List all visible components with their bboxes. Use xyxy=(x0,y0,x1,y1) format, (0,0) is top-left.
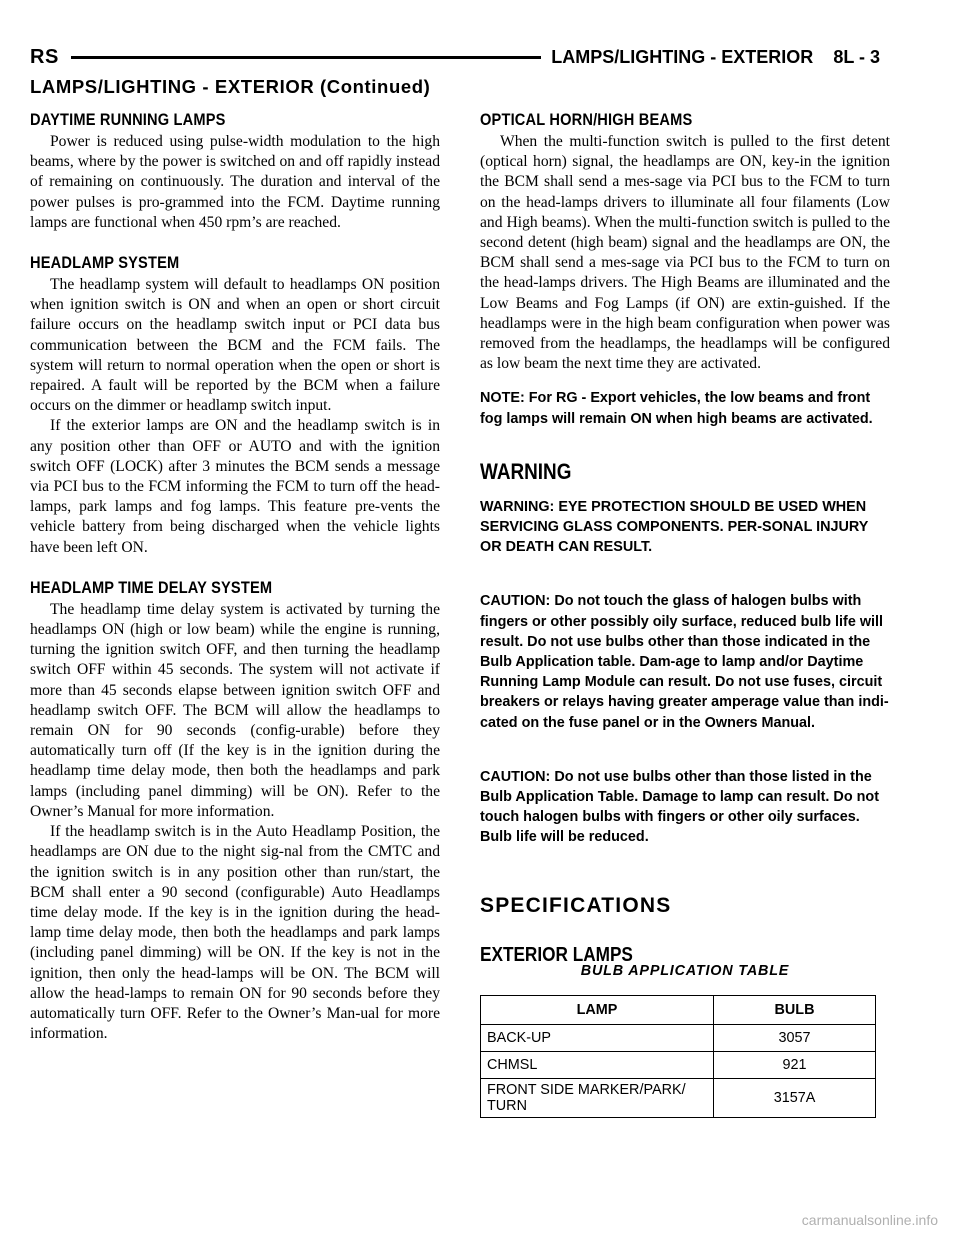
header-page-number: 8L - 3 xyxy=(833,46,880,67)
time-delay-heading: HEADLAMP TIME DELAY SYSTEM xyxy=(30,577,273,597)
running-header xyxy=(30,44,880,70)
header-rule xyxy=(71,56,542,59)
headlamp-system-heading: HEADLAMP SYSTEM xyxy=(30,253,180,273)
column-header-bulb: BULB xyxy=(714,995,876,1024)
specifications-heading: SPECIFICATIONS xyxy=(480,893,672,917)
table-row xyxy=(481,1051,876,1078)
right-column xyxy=(480,110,890,1118)
left-column xyxy=(30,110,440,1044)
time-delay-paragraph-1: The headlamp time delay system is activated by turning the headlamps ON (high or low beam) while the engine is running, turning the ignition switch OFF, and then turning the headlamp switch OFF within 45 seconds. The system will not activate if more than 45 seconds elapse between ignition switch OFF and headlamp switch OFF. The BCM will allow the headlamps to remain ON for 90 seconds (config-urable) before they automatically turn off (If the key is in the ignition during the headlamp time delay mode, then both the headlamps and park lamps (including panel dimming) will be ON). Refer to the Owner’s Manual for more information. xyxy=(30,600,440,820)
bulb-application-table xyxy=(480,995,876,1118)
table-row xyxy=(481,1024,876,1051)
headlamp-paragraph-1: The headlamp system will default to headlamps ON position when ignition switch is ON and when an open or short circuit failure occurs on the headlamp switch input or PCI data bus communication between the BCM and the FCM fails. The system will return to normal operation when the open or short is repaired. A fault will be reported by the BCM when a failure occurs on the dimmer or headlamp switch input. xyxy=(30,276,440,415)
bulb-cell: 3057 xyxy=(714,1024,876,1051)
caution-halogen-bulbs: CAUTION: Do not touch the glass of halogen bulbs with fingers or other possibly oily surface, reduced bulb life will result. Do not use bulbs other than those indicated in the Bulb Application table. Dam-age to lamp and/or Daytime Running Lamp Module can result. Do not use fuses, circuit breakers or relays having greater amperage value than indi-cated on the fuse panel or in the Owners Manual. xyxy=(480,593,889,731)
optical-horn-heading: OPTICAL HORN/HIGH BEAMS xyxy=(480,110,693,129)
export-note: NOTE: For RG - Export vehicles, the low beams and front fog lamps will remain ON when high beams are activated. xyxy=(480,390,873,427)
table-row xyxy=(481,1078,876,1117)
warning-heading: WARNING xyxy=(480,458,572,484)
drl-paragraph: Power is reduced using pulse-width modulation to the high beams, where by the power is switched on and off rapidly instead of remaining on continuously. The duration and interval of the power pulses is pro-grammed into the FCM. Daytime running lamps are functional when 450 rpm’s are reached. xyxy=(30,133,440,231)
warning-text: WARNING: EYE PROTECTION SHOULD BE USED WHEN SERVICING GLASS COMPONENTS. PER-SONAL INJURY OR DEATH CAN RESULT. xyxy=(480,498,869,556)
watermark-link[interactable]: carmanualsonline.info xyxy=(801,1212,938,1228)
lamp-cell: BACK-UP xyxy=(481,1024,714,1051)
optical-horn-paragraph: When the multi-function switch is pulled to the first detent (optical horn) signal, the headlamps are ON, key-in the ignition the BCM shall send a mes-sage via PCI bus to the FCM to turn on the head-lamps drivers to illuminate all four filaments (Low and High beams). When the multi-function switch is pulled to the second detent (high beam) signal and the headlamps are ON, the BCM shall send a mes-sage via PCI bus to the FCM to turn on the head-lamps drivers. The High Beams are illuminated and the Low Beams and Fog Lamps (if ON) are extin-guished. If the headlamps were in the high beam configuration when power was removed from the headlamps, the headlamps will be configured as low beam the next time they are activated. xyxy=(480,133,890,373)
continued-title: LAMPS/LIGHTING - EXTERIOR (Continued) xyxy=(30,76,431,97)
table-header-row xyxy=(481,995,876,1024)
drl-heading: DAYTIME RUNNING LAMPS xyxy=(30,110,226,129)
header-section xyxy=(551,47,880,68)
lamp-cell: CHMSL xyxy=(481,1051,714,1078)
column-header-lamp: LAMP xyxy=(481,995,714,1024)
bulb-cell: 921 xyxy=(714,1051,876,1078)
lamp-cell: FRONT SIDE MARKER/PARK/ TURN xyxy=(481,1078,714,1117)
exterior-lamps-heading: EXTERIOR LAMPS xyxy=(480,943,633,966)
bulb-cell: 3157A xyxy=(714,1078,876,1117)
header-section-title: LAMPS/LIGHTING - EXTERIOR xyxy=(551,46,814,67)
headlamp-paragraph-2: If the exterior lamps are ON and the headlamp switch is in any position other than OFF or AUTO and with the ignition switch OFF (LOCK) after 3 minutes the BCM sends a message via PCI bus to the FCM informing the FCM to turn off the head-lamps, park lamps and fog lamps. This feature pre-vents the vehicle battery from being discharged when the vehicle lights have been left ON. xyxy=(30,417,440,556)
caution-bulb-application: CAUTION: Do not use bulbs other than those listed in the Bulb Application Table. Damage to lamp can result. Do not touch halogen bulbs with fingers or other oily surfaces. Bulb life will be reduced. xyxy=(480,768,879,846)
bulb-table-title: BULB APPLICATION TABLE xyxy=(580,962,790,979)
time-delay-paragraph-2: If the headlamp switch is in the Auto Headlamp Position, the headlamps are ON due to the night sig-nal from the CMTC and the ignition switch is in any position other than run/start, the BCM shall enter a 90 second (configurable) Auto Headlamps time delay mode. If the key is in the ignition during the head-lamp time delay mode, then both the headlamps and park lamps (including panel dimming) will be ON. If the key is not in the ignition, then only the head-lamps will be ON. The BCM will allow the head-lamps to remain ON for 90 seconds before they automatically turn OFF. Refer to the Owner’s Man-ual for more information. xyxy=(30,823,440,1043)
header-model-code: RS xyxy=(30,45,59,68)
